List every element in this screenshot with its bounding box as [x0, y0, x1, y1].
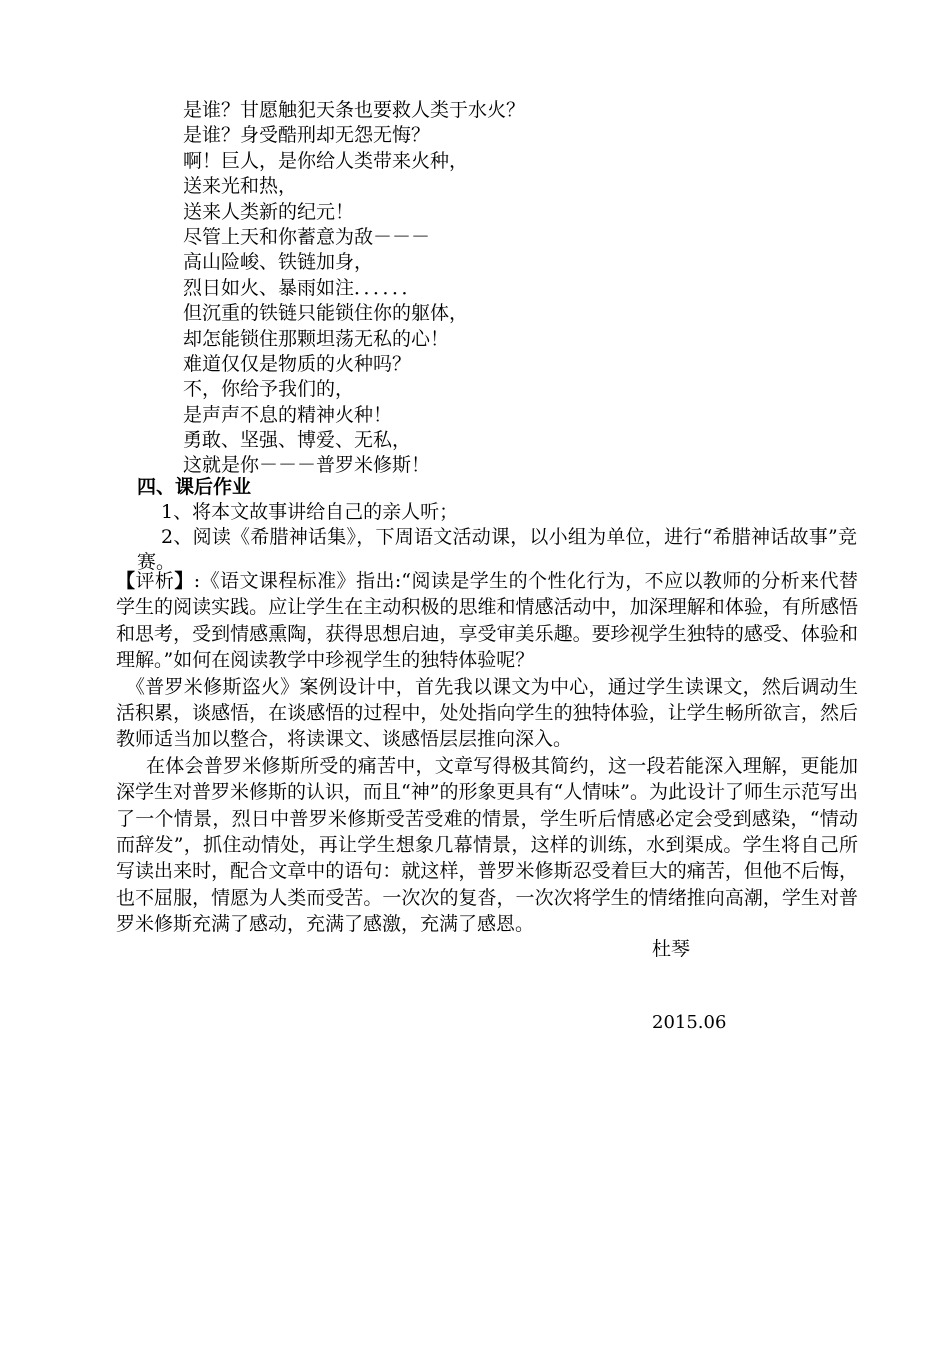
poem-line: 但沉重的铁链只能锁住你的躯体，	[183, 302, 469, 325]
commentary-paragraph: 《普罗米修斯盗火》案例设计中，首先我以课文为中心，通过学生读课文，然后调动生活积累，谈感悟，在谈感悟的过程中，处处指向学生的独特体验，让学生畅所欲言，然后教师适当加以整合，将读课文、谈感悟层层推向深入。	[116, 675, 858, 751]
homework-list	[137, 500, 857, 575]
author-signature: 杜琴	[652, 938, 691, 960]
commentary-section	[116, 568, 858, 938]
poem-line: 不，你给予我们的，	[183, 378, 355, 401]
homework-item: 1、将本文故事讲给自己的亲人听；	[161, 501, 459, 523]
commentary-bracket-open: 【	[116, 570, 136, 592]
poem-line: 高山险峻、铁链加身，	[183, 251, 374, 274]
poem-line: 烈日如火、暴雨如注．．．．．．	[183, 276, 421, 299]
commentary-paragraph	[116, 568, 858, 674]
poem-line: 送来人类新的纪元！	[183, 200, 355, 223]
section-heading-homework: 四、课后作业	[137, 476, 252, 498]
poem-line: 啊！巨人，是你给人类带来火种，	[183, 149, 469, 172]
poem-line: 是谁？甘愿触犯天条也要救人类于水火？	[183, 99, 526, 121]
document-date: 2015.06	[652, 1012, 727, 1033]
commentary-text: :《语文课程标准》指出:“阅读是学生的个性化行为，不应以教师的分析来代替学生的阅读实践。应让学生在主动积极的思维和情感活动中，加深理解和体验，有所感悟和思考，受到情感熏陶，获得思想启迪，享受审美乐趣。要珍视学生独特的感受、体验和理解。”如何在阅读教学中珍视学生的独特体验呢？	[116, 570, 858, 672]
commentary-paragraph: 在体会普罗米修斯所受的痛苦中，文章写得极其简约，这一段若能深入理解，更能加深学生对普罗米修斯的认识，而且“神”的形象更具有“人情味”。为此设计了师生示范写出了一个情景，烈日中普罗米修斯受苦受难的情景，学生听后情感必定会受到感染，“情动而辞发”，抓住动情处，再让学生想象几幕情景，这样的训练，水到渠成。学生将自己所写读出来时，配合文章中的语句：就这样，普罗米修斯忍受着巨大的痛苦，但他不后悔，也不屈服，情愿为人类而受苦。一次次的复沓，一次次将学生的情绪推向高潮，学生对普罗米修斯充满了感动，充满了感激，充满了感恩。	[116, 754, 858, 936]
commentary-label: 评析	[135, 570, 175, 592]
poem-line: 这就是你－－－普罗米修斯！	[183, 454, 431, 477]
homework-item: 2、阅读《希腊神话集》，下周语文活动课，以小组为单位，进行“希腊神话故事”竞赛。	[137, 526, 857, 573]
poem-line: 勇敢、坚强、博爱、无私，	[183, 429, 412, 452]
poem-line: 是谁？身受酷刑却无怨无悔？	[183, 124, 431, 147]
commentary-bracket-close: 】	[174, 570, 194, 592]
poem-block	[183, 98, 743, 479]
poem-line: 是声声不息的精神火种！	[183, 403, 393, 426]
poem-line: 送来光和热，	[183, 175, 298, 198]
poem-line: 却怎能锁住那颗坦荡无私的心！	[183, 327, 450, 350]
poem-line: 难道仅仅是物质的火种吗？	[183, 352, 412, 375]
poem-line: 尽管上天和你蓄意为敌－－－	[183, 225, 431, 248]
